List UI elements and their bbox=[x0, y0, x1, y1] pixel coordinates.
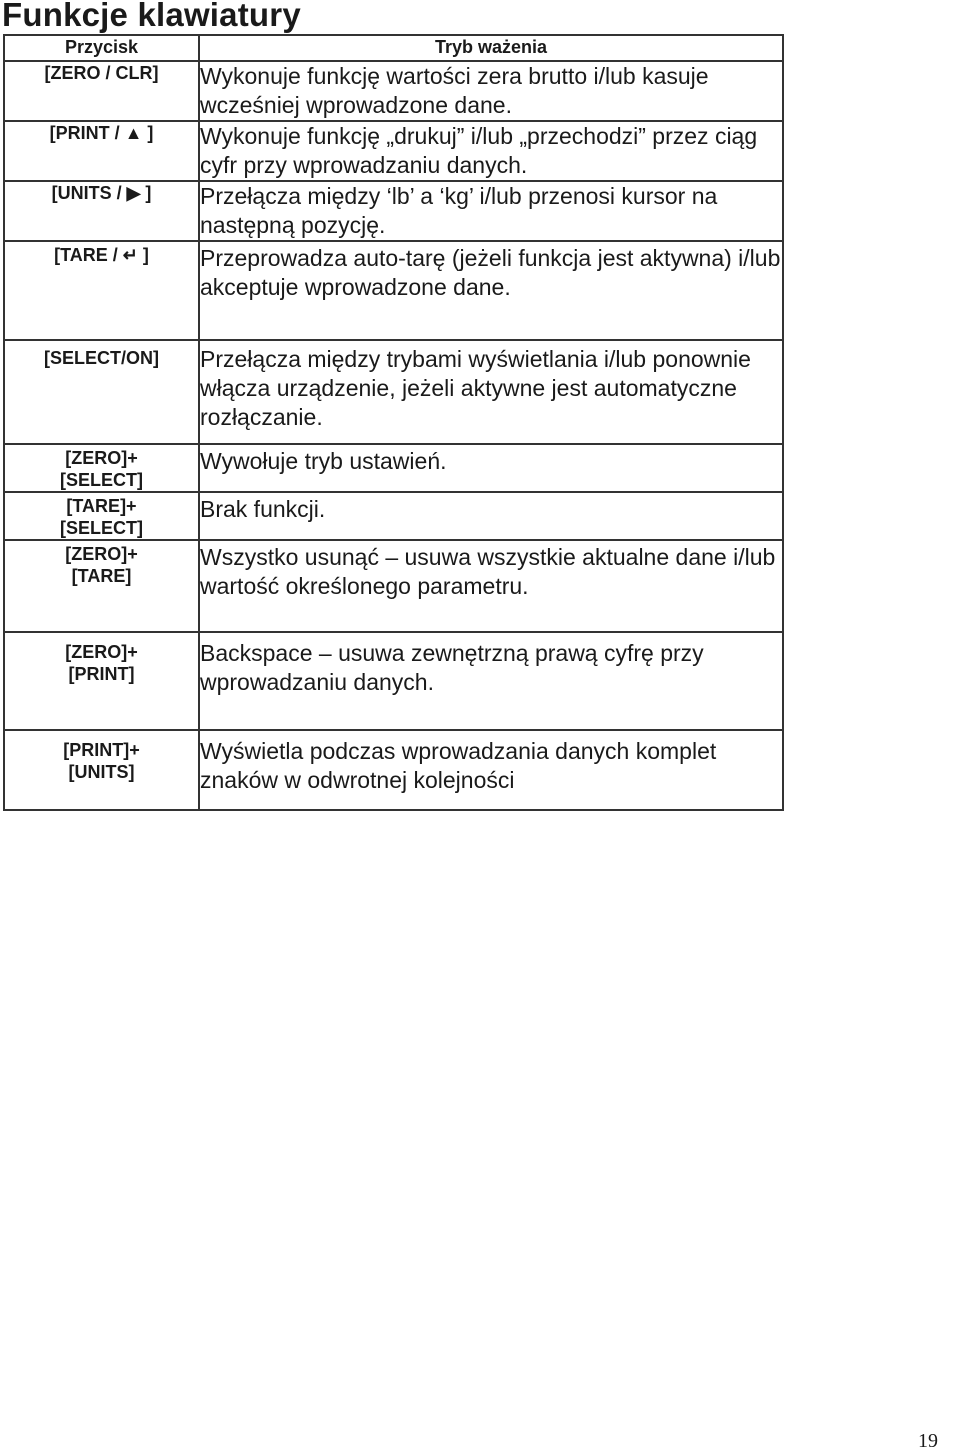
page-number: 19 bbox=[918, 1430, 938, 1452]
key-label: [ZERO]+ bbox=[65, 448, 138, 468]
description-cell: Wywołuje tryb ustawień. bbox=[199, 444, 783, 492]
key-label: [UNITS / ▶ ] bbox=[51, 183, 152, 203]
table-row bbox=[4, 632, 783, 730]
key-label: [PRINT] bbox=[68, 664, 135, 684]
keyboard-functions-table bbox=[3, 34, 784, 811]
key-label: [SELECT] bbox=[60, 470, 143, 490]
key-label: [PRINT / ▲ ] bbox=[49, 123, 154, 143]
description-cell: Przełącza między trybami wyświetlania i/lub ponownie włącza urządzenie, jeżeli aktywne jest automatyczne rozłączanie. bbox=[199, 340, 783, 444]
key-cell bbox=[4, 632, 199, 730]
table-row bbox=[4, 181, 783, 241]
key-label: [TARE]+ bbox=[66, 496, 137, 516]
key-cell bbox=[4, 540, 199, 632]
key-label: [TARE / ↵ ] bbox=[54, 245, 149, 265]
key-cell bbox=[4, 241, 199, 340]
table-row bbox=[4, 730, 783, 810]
key-label: [TARE] bbox=[71, 566, 132, 586]
key-cell bbox=[4, 730, 199, 810]
key-cell bbox=[4, 181, 199, 241]
key-label: [UNITS] bbox=[68, 762, 135, 782]
description-cell: Backspace – usuwa zewnętrzną prawą cyfrę przy wprowadzaniu danych. bbox=[199, 632, 783, 730]
table-row bbox=[4, 444, 783, 492]
key-label: [SELECT/ON] bbox=[44, 348, 159, 368]
description-cell: Przełącza między ‘lb’ a ‘kg’ i/lub przenosi kursor na następną pozycję. bbox=[199, 181, 783, 241]
table-header-row bbox=[4, 35, 783, 61]
table-row bbox=[4, 121, 783, 181]
description-cell: Przeprowadza auto-tarę (jeżeli funkcja jest aktywna) i/lub akceptuje wprowadzone dane. bbox=[199, 241, 783, 340]
table-row bbox=[4, 540, 783, 632]
table-row bbox=[4, 340, 783, 444]
key-label: [ZERO]+ bbox=[65, 642, 138, 662]
table-row bbox=[4, 241, 783, 340]
table-row bbox=[4, 492, 783, 540]
key-label: [PRINT]+ bbox=[63, 740, 140, 760]
description-cell: Wykonuje funkcję wartości zera brutto i/lub kasuje wcześniej wprowadzone dane. bbox=[199, 61, 783, 121]
key-cell bbox=[4, 121, 199, 181]
key-cell bbox=[4, 340, 199, 444]
key-cell bbox=[4, 492, 199, 540]
description-cell: Wyświetla podczas wprowadzania danych komplet znaków w odwrotnej kolejności bbox=[199, 730, 783, 810]
column-header-key: Przycisk bbox=[4, 35, 199, 61]
column-header-description: Tryb ważenia bbox=[199, 35, 783, 61]
key-label: [ZERO / CLR] bbox=[44, 63, 159, 83]
table-row bbox=[4, 61, 783, 121]
key-label: [ZERO]+ bbox=[65, 544, 138, 564]
description-cell: Wykonuje funkcję „drukuj” i/lub „przechodzi” przez ciąg cyfr przy wprowadzaniu danych. bbox=[199, 121, 783, 181]
description-cell: Wszystko usunąć – usuwa wszystkie aktualne dane i/lub wartość określonego parametru. bbox=[199, 540, 783, 632]
key-cell bbox=[4, 61, 199, 121]
key-label: [SELECT] bbox=[60, 518, 143, 538]
page-title: Funkcje klawiatury bbox=[2, 0, 301, 33]
description-cell: Brak funkcji. bbox=[199, 492, 783, 540]
key-cell bbox=[4, 444, 199, 492]
